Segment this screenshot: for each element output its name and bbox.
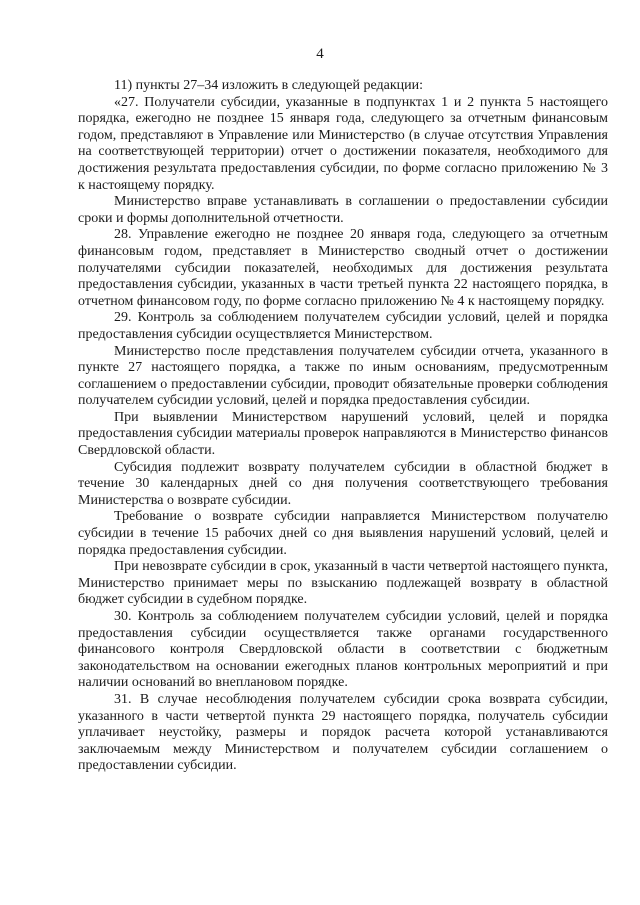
- paragraph-item-29-court: При невозврате субсидии в срок, указанный в части четвертой настоящего пункта, Министерство принимает меры по взысканию подлежащей возврату в областной бюджет субсидии в судебном порядке.: [78, 559, 608, 608]
- paragraph-item-29-refund: Субсидия подлежит возврату получателем субсидии в областной бюджет в течение 30 календарных дней со дня получения соответствующего требования Министерства о возврате субсидии.: [78, 459, 608, 508]
- paragraph-item-31: 31. В случае несоблюдения получателем субсидии срока возврата субсидии, указанного в части четвертой пункта 29 настоящего порядка, получатель субсидии уплачивает неустойку, размеры и порядок расчета которой устанавливаются заключаемым между Министерством и получателем субсидии соглашением о предоставлении субсидии.: [78, 691, 608, 774]
- paragraph-item-29-checks: Министерство после представления получателем субсидии отчета, указанного в пункте 27 настоящего порядка, а также по иным основаниям, предусмотренным соглашением о предоставлении субсидии, проводит обязательные проверки соблюдения получателем субсидии условий, целей и порядка предоставления субсидии.: [78, 343, 608, 409]
- paragraph-item-28: 28. Управление ежегодно не позднее 20 января года, следующего за отчетным финансовым годом, представляет в Министерство сводный отчет о достижении получателями субсидии показателей, необходимых для достижения результата предоставления субсидии, указанных в части третьей пункта 22 настоящего порядка, в отчетном финансовом году, по форме согласно приложению № 4 к настоящему порядку.: [78, 227, 608, 309]
- document-body: [78, 78, 608, 775]
- paragraph-item-30: 30. Контроль за соблюдением получателем субсидии условий, целей и порядка предоставления субсидии осуществляется также органами государственного финансового контроля Свердловской области в соответствии с бюджетным законодательством на основании ежегодных планов контрольных мероприятий и при наличии оснований во внеплановом порядке.: [78, 609, 608, 691]
- paragraph-item-29-violations: При выявлении Министерством нарушений условий, целей и порядка предоставления субсидии материалы проверок направляются в Министерство финансов Свердловской области.: [78, 409, 608, 459]
- paragraph-item-29-demand: Требование о возврате субсидии направляется Министерством получателю субсидии в течение 15 рабочих дней со дня выявления нарушений условий, целей и порядка предоставления субсидии.: [78, 509, 608, 558]
- paragraph-item-27-additional: Министерство вправе устанавливать в соглашении о предоставлении субсидии сроки и формы дополнительной отчетности.: [78, 194, 608, 226]
- paragraph-item-29: 29. Контроль за соблюдением получателем субсидии условий, целей и порядка предоставления субсидии осуществляется Министерством.: [78, 310, 608, 342]
- page-number: 4: [316, 46, 324, 62]
- paragraph-intro: 11) пункты 27–34 изложить в следующей редакции:: [114, 78, 424, 93]
- paragraph-item-27: «27. Получатели субсидии, указанные в подпунктах 1 и 2 пункта 5 настоящего порядка, ежегодно не позднее 15 января года, следующего за отчетным финансовым годом, представляют в Управление или Министерство (в случае отсутствия Управления на соответствующей территории) отчет о достижении показателя, необходимого для достижения результата предоставления субсидии, по форме согласно приложению № 3 к настоящему порядку.: [78, 94, 608, 193]
